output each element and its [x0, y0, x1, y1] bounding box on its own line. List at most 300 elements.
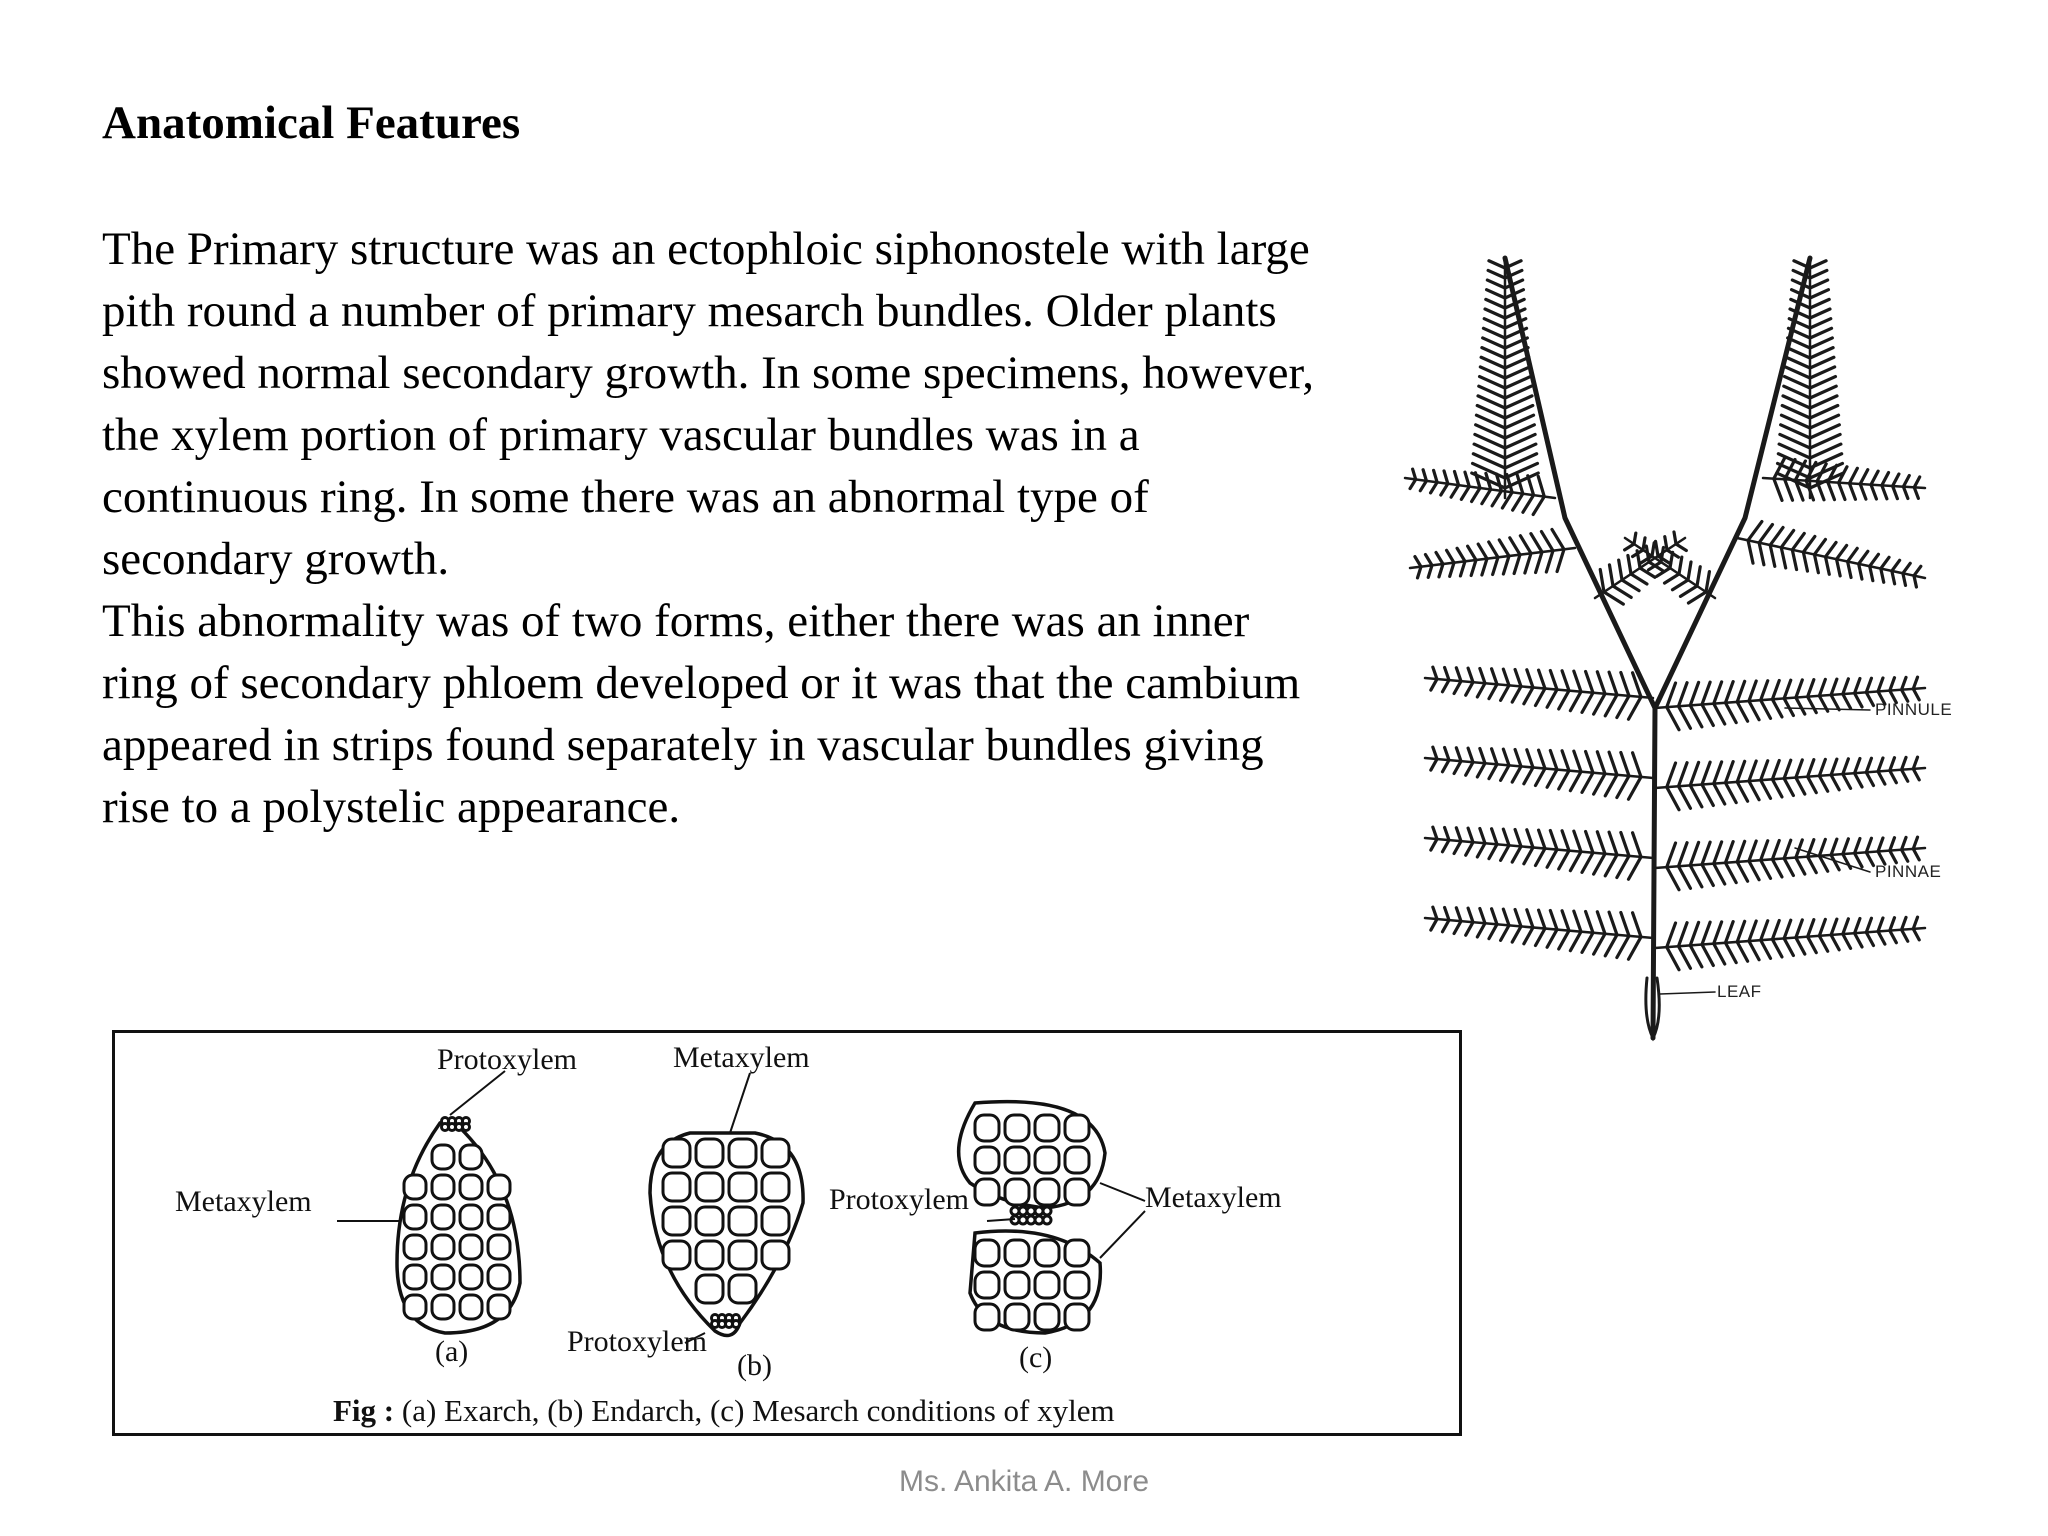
fern-crown-right-pinnule	[1810, 319, 1831, 328]
tag-c: (c)	[1019, 1341, 1053, 1374]
fern-pinna-left-0-pinnule	[1539, 670, 1545, 688]
fern-pinna-right-2-pinnule	[1761, 860, 1771, 878]
fern-pinna-right-1-pinnule	[1855, 773, 1862, 787]
fern-pinna-left-3-pinnule	[1629, 937, 1641, 959]
bundle-a-cell	[460, 1235, 482, 1259]
fern-crown-left-pinnule	[1488, 270, 1505, 278]
bundle-a-cell	[488, 1205, 510, 1229]
fern-pinna-right-1-pinnule	[1866, 772, 1873, 785]
fern-pinna-left-3-pinnule	[1586, 911, 1593, 932]
fern-pinna-left-0-pinnule	[1621, 672, 1629, 695]
fern-pinna-left-1-pinnule	[1527, 750, 1533, 768]
fern-pinna-left-1-pinnule	[1492, 749, 1497, 764]
fern-pinna-r1-pinnule	[1903, 487, 1907, 499]
fern-pinna-right-0-pinnule	[1866, 678, 1871, 692]
fern-pinna-left-3-pinnule	[1621, 912, 1629, 935]
fern-pinna-left-3-pinnule	[1633, 913, 1641, 937]
fern-pinna-left-3-pinnule	[1559, 931, 1569, 949]
fern-pinna-l2-pinnule	[1460, 561, 1465, 576]
fern-pinna-left-0-axis	[1425, 678, 1653, 698]
fern-pinna-right-3-pinnule	[1855, 933, 1862, 947]
fern-pinna-right-0-pinnule	[1772, 699, 1782, 717]
bundle-a-cell	[404, 1235, 426, 1259]
fern-pinna-right-1-pinnule	[1772, 760, 1779, 779]
fern-pinna-left-3-pinnule	[1597, 912, 1605, 934]
fern-crown-right-pinnule	[1810, 348, 1833, 358]
fern-crown-right-pinnule	[1810, 377, 1835, 388]
fern-pinna-left-3-pinnule	[1492, 909, 1497, 924]
fern-pinna-l1-pinnule	[1423, 470, 1426, 481]
fern-pinna-left-3-pinnule	[1512, 926, 1521, 942]
fern-pinna-r2-pinnule	[1914, 566, 1921, 575]
fern-pinna-left-3-pinnule	[1442, 920, 1449, 932]
fern-pinna-left-1-pinnule	[1433, 747, 1437, 759]
fern-pinna-r2-pinnule	[1859, 551, 1868, 564]
fern-pinna-right-2-pinnule	[1725, 863, 1736, 883]
fern-pinna-r2-pinnule	[1881, 569, 1884, 583]
fern-pinna-right-2-pinnule	[1902, 837, 1906, 849]
bundle-b-cell	[663, 1241, 690, 1269]
fern-crown-right-pinnule	[1810, 338, 1832, 348]
fern-pinna-l1-pinnule	[1465, 472, 1469, 486]
fern-pinna-right-2-pinnule	[1690, 865, 1702, 886]
fern-pinna-left-0-pinnule	[1454, 681, 1461, 693]
xylem-group	[337, 1071, 1145, 1343]
fern-pinna-left-1-pinnule	[1629, 777, 1641, 799]
fern-pinna-left-2-pinnule	[1633, 833, 1641, 857]
fern-pinna-l3-pinnule	[1656, 541, 1658, 556]
fern-pinna-left-1-pinnule	[1468, 748, 1473, 762]
fern-pinna-left-0-pinnule	[1480, 668, 1485, 683]
fern-drawing	[1365, 238, 1965, 1078]
fern-pinna-l3-pinnule	[1609, 565, 1613, 586]
bundle-c-upper-cell	[1065, 1115, 1089, 1141]
label-c-metaxylem: Metaxylem	[1145, 1181, 1282, 1214]
fern-pinna-left-1-pinnule	[1570, 772, 1581, 791]
fern-pinna-right-1-pinnule	[1737, 782, 1747, 801]
fern-pinna-r1-pinnule	[1839, 483, 1845, 500]
fern-pinna-r2-pinnule	[1759, 543, 1764, 565]
fern-pinna-left-2-pinnule	[1442, 840, 1449, 852]
fern-pinna-r1-pinnule	[1774, 479, 1782, 501]
fern-pinna-right-0-pinnule	[1702, 682, 1710, 704]
fern-pinna-r3-pinnule	[1680, 586, 1697, 596]
bundle-c-protoxylem-cell	[1043, 1216, 1051, 1224]
bundle-a-cell	[460, 1145, 482, 1169]
fern-pinna-right-1-pinnule	[1808, 777, 1817, 793]
fern-pinna-right-2-pinnule	[1913, 837, 1917, 849]
fern-pinna-left-3-pinnule	[1535, 929, 1545, 946]
fern-pinna-l1-pinnule	[1538, 476, 1544, 496]
fern-pinna-left-1-pinnule	[1550, 750, 1557, 769]
fern-pinna-l1-pinnule	[1482, 489, 1491, 503]
bundle-c-upper-cell	[1035, 1147, 1059, 1173]
fern-pinna-left-1-pinnule	[1512, 766, 1521, 782]
fern-pinna-left-0-pinnule	[1617, 696, 1629, 718]
fern-pinna-r2-pinnule	[1903, 563, 1910, 573]
fern-pinna-l2-pinnule	[1428, 565, 1432, 577]
fern-pinna-left-0-pinnule	[1466, 682, 1473, 695]
body-paragraph-2: This abnormality was of two forms, either there was an inner ring of secondary phloem developed or it was that the cambium appeared in strips found separately in vascular bundles giving rise to a polystelic appearance.	[102, 595, 1301, 833]
bundle-b-protoxylem-cell	[733, 1321, 740, 1328]
bundle-a-cell	[460, 1265, 482, 1289]
bundle-c-lower-cell	[1035, 1272, 1059, 1298]
fern-pinna-right-0-pinnule	[1866, 692, 1873, 705]
fern-pinna-r3-pinnule	[1625, 544, 1634, 550]
fern-pinna-left-3-pinnule	[1594, 934, 1605, 954]
bundle-c-lower-cell	[1005, 1304, 1029, 1330]
fern-pinna-l1-pinnule	[1523, 495, 1534, 512]
fern-pinna-right-0-pinnule	[1749, 701, 1759, 720]
fern-pinna-r2-pinnule	[1792, 533, 1804, 549]
fern-pinna-right-0-pinnule	[1843, 679, 1849, 694]
fern-pinna-l2-pinnule	[1489, 542, 1498, 557]
fern-pinna-left-3-pinnule	[1574, 911, 1581, 932]
bundle-a-cell	[460, 1205, 482, 1229]
bundle-c-lower-cell	[975, 1304, 999, 1330]
fern-pinna-r2-pinnule	[1892, 571, 1895, 584]
bundle-c-upper-cell	[1005, 1179, 1029, 1205]
fern-pinna-left-0-pinnule	[1527, 670, 1533, 688]
fern-pinna-left-1-pinnule	[1503, 749, 1509, 765]
fern-pinna-left-1-pinnule	[1586, 751, 1593, 772]
fern-pinna-r1-pinnule	[1893, 474, 1899, 486]
fern-pinna-left-0-pinnule	[1586, 671, 1593, 692]
fern-pinna-right-3-pinnule	[1855, 919, 1860, 934]
fern-pinna-r1-pinnule	[1914, 477, 1919, 487]
fern-pinna-left-2-pinnule	[1562, 831, 1569, 851]
pinnule-label: PINNULE	[1875, 700, 1953, 719]
fern-pinna-right-2-pinnule	[1796, 858, 1805, 874]
fern-pinna-right-2-pinnule	[1714, 842, 1722, 864]
bundle-a-cell	[432, 1265, 454, 1289]
bundle-a-cell	[432, 1175, 454, 1199]
fern-pinna-left-2-pinnule	[1547, 850, 1557, 868]
fern-pinna-right-2-pinnule	[1784, 840, 1791, 858]
fern-pinna-right-0-pinnule	[1678, 683, 1687, 707]
fern-pinna-right-2-pinnule	[1749, 861, 1759, 880]
fern-pinna-left-1-pinnule	[1442, 760, 1449, 772]
fern-pinna-right-0-pinnule	[1725, 703, 1736, 723]
fern-pinna-right-2-pinnule	[1843, 839, 1849, 854]
bundle-c-lower-cell	[1035, 1304, 1059, 1330]
fern-pinna-left-3-pinnule	[1489, 924, 1497, 938]
fern-pinna-right-3-pinnule	[1690, 945, 1702, 966]
fern-pinna-right-2-pinnule	[1866, 852, 1873, 865]
bundle-b-cell	[729, 1139, 756, 1167]
pinnule-leader	[1785, 708, 1870, 710]
fern-pinna-left-0-pinnule	[1570, 692, 1581, 711]
fern-pinna-right-2-pinnule	[1890, 851, 1897, 863]
fern-pinna-left-2-pinnule	[1489, 844, 1497, 858]
fern-pinna-left-0-pinnule	[1609, 672, 1617, 695]
fern-pinna-r2-pinnule	[1814, 539, 1825, 554]
fern-pinna-left-3-pinnule	[1466, 922, 1473, 935]
bundle-c-lower-cell	[1065, 1240, 1089, 1266]
fern-pinna-left-2-pinnule	[1574, 831, 1581, 852]
fern-crown-left-pinnule	[1486, 299, 1505, 308]
fern-pinna-right-3-pinnule	[1890, 931, 1897, 943]
fern-pinna-left-2-pinnule	[1492, 829, 1497, 844]
fern-pinna-right-3-pinnule	[1667, 947, 1679, 970]
fern-pinna-l3-pinnule	[1631, 574, 1647, 584]
label-a-protoxylem: Protoxylem	[437, 1043, 577, 1076]
fern-pinna-left-0-pinnule	[1597, 672, 1605, 694]
fern-pinna-left-1-pinnule	[1605, 775, 1617, 796]
fern-pinna-l2-pinnule	[1450, 563, 1454, 577]
fern-pinna-left-1-pinnule	[1562, 751, 1569, 771]
bundle-b-cell	[762, 1139, 789, 1167]
fern-pinna-r2-pinnule	[1748, 522, 1762, 541]
fern-pinna-left-0-pinnule	[1594, 694, 1605, 714]
fern-pinna-left-0-pinnule	[1442, 680, 1449, 692]
fern-pinna-right-0-pinnule	[1913, 689, 1919, 700]
bundle-c-upper-cell	[1035, 1115, 1059, 1141]
bundle-b-cell	[762, 1207, 789, 1235]
fern-pinna-right-2-pinnule	[1855, 839, 1860, 854]
fern-pinna-r3-pinnule	[1665, 574, 1679, 583]
fern-pinna-r3-pinnule	[1672, 580, 1688, 590]
bundle-c-lower-cell	[1005, 1272, 1029, 1298]
fern-pinna-r3-pinnule	[1670, 552, 1673, 568]
fern-pinna-left-1-pinnule	[1559, 771, 1569, 789]
fern-pinna-left-2-pinnule	[1431, 839, 1437, 850]
fern-pinna-left-2-pinnule	[1468, 828, 1473, 842]
fern-pinna-left-3-pinnule	[1515, 909, 1521, 926]
fern-pinna-r2-pinnule	[1859, 564, 1862, 579]
fern-pinna-left-2-pinnule	[1480, 828, 1485, 843]
fern-pinna-r2-pinnule	[1781, 530, 1793, 547]
bundle-c-upper-cell	[1005, 1115, 1029, 1141]
fern-pinna-right-1-pinnule	[1702, 785, 1713, 806]
fern-pinna-left-1-pinnule	[1524, 767, 1533, 783]
fern-pinna-left-1-axis	[1425, 758, 1653, 778]
fern-pinna-right-0-pinnule	[1690, 682, 1698, 705]
leaf-label: LEAF	[1717, 982, 1762, 1001]
fern-pinna-right-3-pinnule	[1725, 922, 1733, 943]
fern-pinna-right-1-pinnule	[1819, 759, 1825, 775]
fern-pinna-right-0-pinnule	[1902, 677, 1906, 689]
fern-pinna-l1-pinnule	[1492, 491, 1501, 506]
fern-pinna-left-2-pinnule	[1629, 857, 1641, 879]
fern-pinna-l1-pinnule	[1517, 475, 1523, 494]
fern-pinna-left-2-pinnule	[1524, 847, 1533, 863]
fern-pinna-right-0-pinnule	[1714, 682, 1722, 704]
fern-pinna-left-2-pinnule	[1454, 841, 1461, 853]
fern-pinna-right-2-pinnule	[1890, 838, 1895, 851]
fern-pinna-left-2-pinnule	[1477, 843, 1485, 857]
fern-pinna-left-2-pinnule	[1597, 832, 1605, 854]
fern-pinna-left-0-pinnule	[1547, 690, 1557, 708]
fern-pinna-r2-pinnule	[1825, 542, 1836, 556]
bundle-b-cell	[762, 1173, 789, 1201]
fern-pinna-r1-pinnule	[1785, 479, 1793, 500]
fern-pinna-right-0-pinnule	[1890, 678, 1895, 691]
fern-pinna-right-0-pinnule	[1843, 694, 1851, 708]
fern-pinna-left-1-pinnule	[1582, 773, 1593, 793]
fern-pinna-r2-pinnule	[1881, 557, 1889, 568]
fern-crown-left-pinnule	[1481, 357, 1505, 368]
fern-pinna-r2-pinnule	[1903, 573, 1906, 585]
bundle-b-cell	[663, 1139, 690, 1167]
fern-pinna-left-0-pinnule	[1605, 695, 1617, 716]
fern-pinna-right-3-pinnule	[1878, 931, 1885, 944]
fern-pinna-left-0-pinnule	[1550, 670, 1557, 689]
fern-pinna-right-3-pinnule	[1796, 920, 1802, 938]
fern-pinna-left-2-pinnule	[1512, 846, 1521, 862]
fern-pinna-right-3-pinnule	[1678, 923, 1687, 947]
fern-pinna-l2-pinnule	[1493, 557, 1498, 574]
fern-pinna-left-3-pinnule	[1501, 925, 1509, 940]
fern-pinna-left-2-pinnule	[1609, 832, 1617, 855]
fern-pinna-right-0-pinnule	[1819, 679, 1825, 695]
fern-pinna-right-0-pinnule	[1667, 707, 1679, 730]
fern-pinna-left-2-pinnule	[1586, 831, 1593, 852]
fern-crown-left-pinnule	[1487, 290, 1505, 298]
bundle-b-cell	[696, 1241, 723, 1269]
bundle-c-upper-cell	[975, 1179, 999, 1205]
fern-pinna-right-0-pinnule	[1678, 706, 1690, 728]
fern-pinna-left-3-axis	[1425, 918, 1653, 938]
fern-pinna-r3-pinnule	[1643, 538, 1645, 550]
fern-crown-left-pinnule	[1480, 377, 1505, 388]
fern-pinna-left-1-pinnule	[1535, 769, 1545, 786]
fern-pinna-left-3-pinnule	[1562, 911, 1569, 931]
fern-pinna-right-0-pinnule	[1761, 681, 1768, 700]
fern-leaf-illustration	[1365, 238, 1965, 1078]
fern-pinna-right-3-pinnule	[1902, 917, 1906, 929]
fern-crown-right-pinnule	[1787, 348, 1810, 358]
label-a-metaxylem: Metaxylem	[175, 1185, 312, 1218]
bundle-a-cell	[432, 1145, 454, 1169]
fern-pinna-right-0-pinnule	[1808, 680, 1814, 697]
fern-pinna-r1-pinnule	[1903, 475, 1909, 486]
fern-pinna-left-2-pinnule	[1617, 856, 1629, 878]
fern-pinna-left-0-pinnule	[1431, 679, 1437, 690]
fern-pinna-right-1-pinnule	[1831, 759, 1837, 775]
fern-pinna-right-0-pinnule	[1808, 697, 1817, 713]
fern-crown-left-pinnule	[1505, 357, 1529, 368]
fern-pinna-right-2-pinnule	[1831, 839, 1837, 855]
fern-pinna-left-2-pinnule	[1559, 851, 1569, 869]
fern-pinna-r3-pinnule	[1688, 562, 1691, 580]
fern-pinna-right-1-pinnule	[1784, 778, 1793, 795]
fern-pinna-left-3-pinnule	[1445, 907, 1449, 920]
bundle-b-cell	[729, 1207, 756, 1235]
fern-pinna-right-2-pinnule	[1678, 843, 1687, 867]
fern-pinna-left-0-pinnule	[1489, 684, 1497, 698]
fern-pinna-right-3-pinnule	[1890, 918, 1895, 931]
fern-pinna-l1-pinnule	[1472, 488, 1480, 502]
fern-pinna-left-2-pinnule	[1501, 845, 1509, 860]
fern-pinna-right-1-pinnule	[1761, 761, 1768, 780]
fern-pinna-l1-pinnule	[1441, 484, 1448, 495]
fern-crown-left-pinnule	[1484, 319, 1505, 328]
fern-pinna-l2-pinnule	[1525, 553, 1531, 573]
fern-pinna-right-3-pinnule	[1866, 932, 1873, 945]
fern-pinna-right-0-pinnule	[1796, 698, 1805, 714]
fern-pinna-right-0-pinnule	[1749, 681, 1756, 701]
fern-pinna-right-0-pinnule	[1737, 681, 1744, 702]
leader-c-meta-1	[1100, 1183, 1145, 1201]
fern-pinna-right-1-pinnule	[1725, 762, 1733, 783]
fern-pinna-left-0-pinnule	[1477, 683, 1485, 697]
bundle-a-protoxylem-cell	[463, 1124, 470, 1131]
fern-pinna-l1-pinnule	[1431, 482, 1438, 493]
fern-pinna-l2-pinnule	[1520, 536, 1531, 554]
xylem-drawings	[115, 1033, 1459, 1433]
fern-pinna-left-1-pinnule	[1547, 770, 1557, 788]
fern-pinna-right-0-pinnule	[1714, 704, 1725, 724]
fern-pinna-right-2-pinnule	[1737, 841, 1744, 862]
fern-pinna-right-0-pinnule	[1831, 679, 1837, 695]
fern-crown-left-pinnule	[1505, 367, 1530, 378]
bundle-b-cell	[663, 1173, 690, 1201]
label-b-protoxylem: Protoxylem	[567, 1325, 707, 1358]
fern-pinna-right-1-pinnule	[1690, 762, 1698, 785]
fern-pinna-right-0-pinnule	[1796, 680, 1802, 698]
fern-pinna-l2-pinnule	[1478, 544, 1487, 559]
fern-pinna-right-3-pinnule	[1843, 934, 1851, 948]
bundle-b-cell	[762, 1241, 789, 1269]
fern-crown-right-pinnule	[1810, 357, 1834, 368]
fern-pinna-left-2-pinnule	[1433, 827, 1437, 839]
fern-pinna-left-3-pinnule	[1431, 919, 1437, 930]
fern-pinna-right-1-pinnule	[1725, 783, 1736, 803]
fern-pinna-right-3-pinnule	[1878, 918, 1883, 931]
fern-pinna-right-2-pinnule	[1878, 838, 1883, 851]
fern-pinna-left-0-pinnule	[1574, 671, 1581, 692]
fern-crown-right-pinnule	[1810, 261, 1826, 268]
fern-pinna-left-3-pinnule	[1524, 927, 1533, 943]
fern-pinna-right-1-pinnule	[1690, 785, 1702, 806]
bundle-c-upper-cell	[1005, 1147, 1029, 1173]
fern-pinna-left-2-pinnule	[1466, 842, 1473, 855]
bundle-b-cell	[663, 1207, 690, 1235]
bundle-a-cell	[488, 1265, 510, 1289]
fern-pinna-left-1-pinnule	[1594, 774, 1605, 794]
fern-crown-left-pinnule	[1482, 348, 1505, 358]
bundle-a-cell	[432, 1235, 454, 1259]
bundle-c-protoxylem-cell	[1043, 1207, 1051, 1215]
fern-pinna-right-2-pinnule	[1749, 841, 1756, 861]
fern-pinna-left-3-pinnule	[1550, 910, 1557, 929]
fern-crown-right-pinnule	[1810, 299, 1829, 308]
fern-pinna-right-3-pinnule	[1808, 937, 1817, 953]
fern-pinna-right-3-pinnule	[1761, 921, 1768, 940]
fern-pinna-right-2-pinnule	[1737, 862, 1747, 881]
fern-pinna-r2-pinnule	[1870, 566, 1873, 580]
fern-pinna-left-3-pinnule	[1480, 908, 1485, 923]
fern-pinna-r2-pinnule	[1759, 525, 1772, 543]
fern-crown-left-pinnule	[1505, 377, 1530, 388]
fern-pinna-left-0-pinnule	[1433, 667, 1437, 679]
fern-pinna-left-1-pinnule	[1621, 752, 1629, 775]
fern-pinna-left-2-pinnule	[1605, 855, 1617, 876]
fern-pinna-r3-pinnule	[1652, 543, 1654, 556]
fern-pinna-right-1-pinnule	[1890, 758, 1895, 771]
fern-pinna-right-3-pinnule	[1784, 938, 1793, 955]
fern-pinna-right-1-pinnule	[1702, 762, 1710, 784]
label-c-protoxylem: Protoxylem	[829, 1183, 969, 1216]
fern-pinna-left-3-pinnule	[1433, 907, 1437, 919]
fern-pinna-right-1-pinnule	[1878, 771, 1885, 784]
fern-pinna-right-2-pinnule	[1714, 864, 1725, 884]
fern-crown-right-pinnule	[1785, 377, 1810, 388]
fern-pinna-right-0-pinnule	[1831, 695, 1839, 710]
fern-pinna-left-0-pinnule	[1562, 671, 1569, 691]
fern-crown-right-pinnule	[1810, 290, 1828, 298]
